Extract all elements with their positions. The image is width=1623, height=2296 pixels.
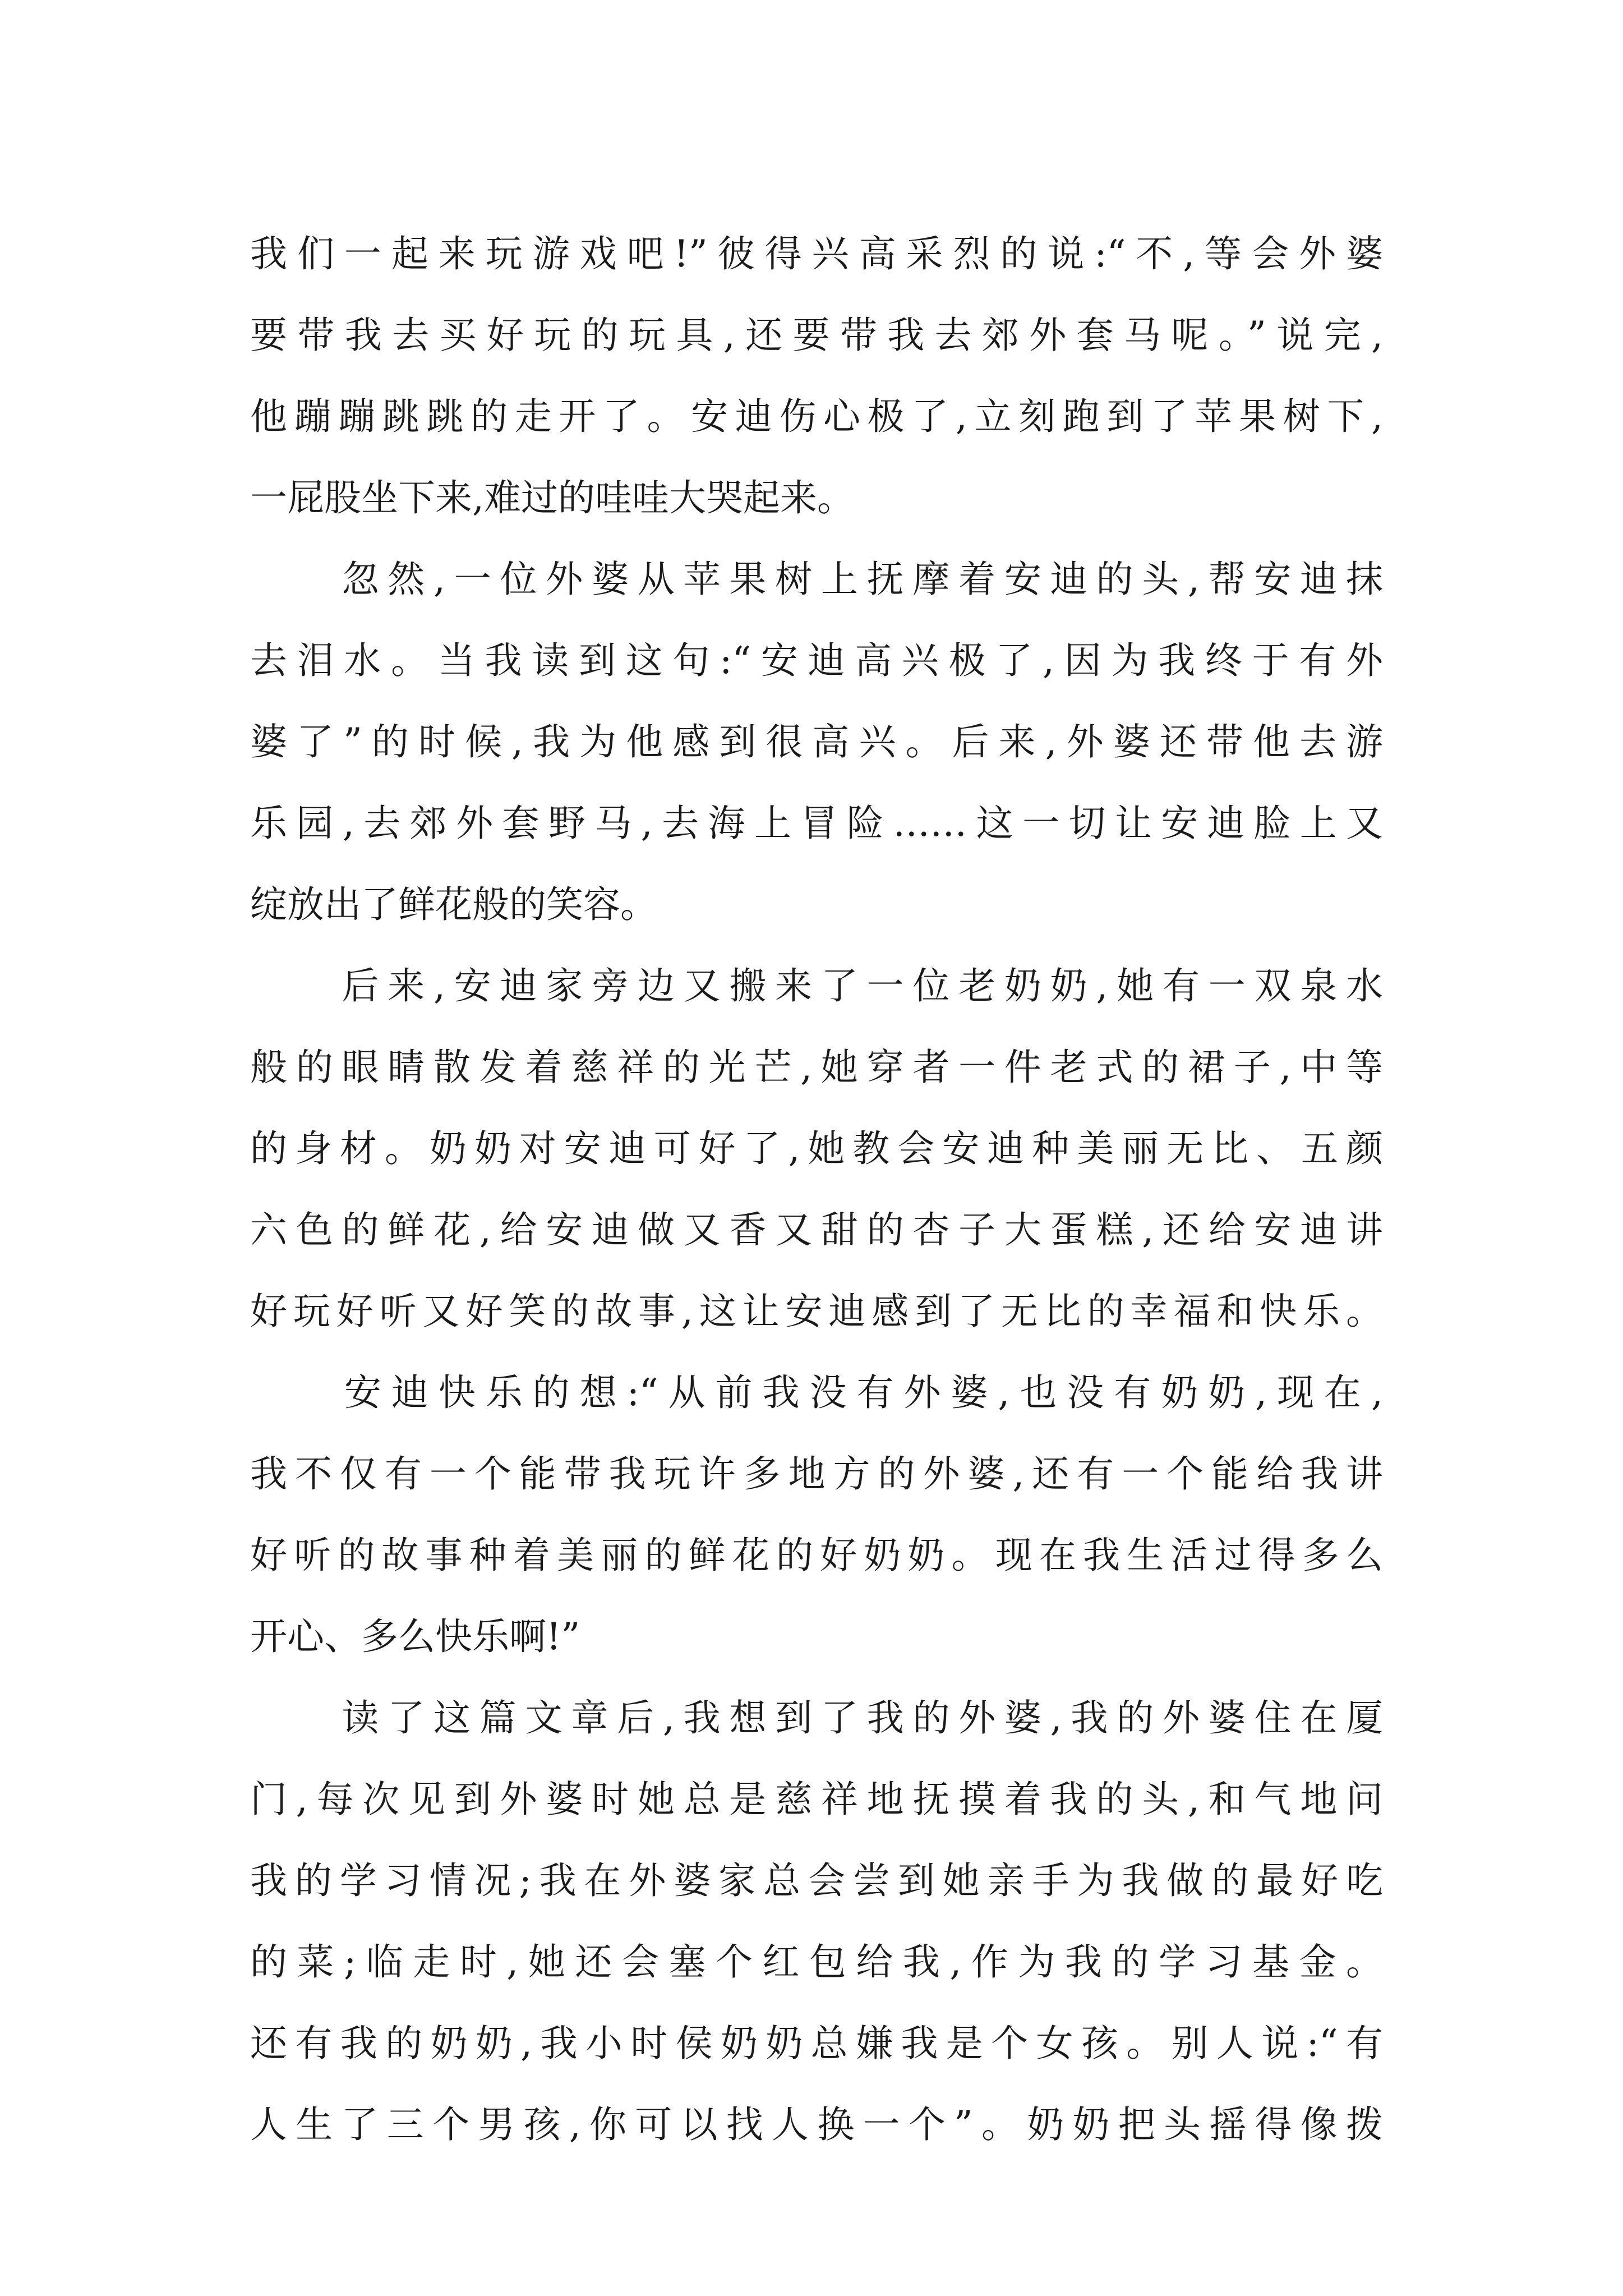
- text-line: 人生了三个男孩,你可以找人换一个”。奶奶把头摇得像拨: [250, 2103, 1383, 2146]
- text-line: 门,每次见到外婆时她总是慈祥地抚摸着我的头,和气地问: [250, 1778, 1383, 1821]
- text-line: 要带我去买好玩的玩具,还要带我去郊外套马呢。”说完,: [250, 314, 1383, 357]
- body-text: [250, 213, 1383, 2165]
- text-line: 去泪水。当我读到这句:“安迪高兴极了,因为我终于有外: [250, 639, 1383, 682]
- text-line: 绽放出了鲜花般的笑容。: [250, 883, 657, 926]
- text-line: 般的眼睛散发着慈祥的光芒,她穿者一件老式的裙子,中等: [250, 1046, 1383, 1089]
- text-line: 我们一起来玩游戏吧!”彼得兴高采烈的说:“不,等会外婆: [250, 232, 1383, 275]
- text-line: 忽然,一位外婆从苹果树上抚摩着安迪的头,帮安迪抹: [250, 558, 1383, 601]
- text-line: 婆了”的时候,我为他感到很高兴。后来,外婆还带他去游: [250, 720, 1383, 763]
- text-line: 开心、多么快乐啊!”: [250, 1615, 580, 1658]
- text-line: 一屁股坐下来,难过的哇哇大哭起来。: [250, 476, 854, 519]
- text-line: 后来,安迪家旁边又搬来了一位老奶奶,她有一双泉水: [250, 964, 1383, 1007]
- text-line: 他蹦蹦跳跳的走开了。安迪伤心极了,立刻跑到了苹果树下,: [250, 395, 1383, 438]
- text-line: 的身材。奶奶对安迪可好了,她教会安迪种美丽无比、五颜: [250, 1127, 1383, 1170]
- text-line: 乐园,去郊外套野马,去海上冒险……这一切让安迪脸上又: [250, 802, 1383, 845]
- text-line: 读了这篇文章后,我想到了我的外婆,我的外婆住在厦: [250, 1696, 1383, 1740]
- text-line: 安迪快乐的想:“从前我没有外婆,也没有奶奶,现在,: [250, 1371, 1383, 1414]
- text-line: 我的学习情况;我在外婆家总会尝到她亲手为我做的最好吃: [250, 1859, 1383, 1902]
- text-line: 还有我的奶奶,我小时侯奶奶总嫌我是个女孩。别人说:“有: [250, 2022, 1383, 2065]
- text-line: 的菜;临走时,她还会塞个红包给我,作为我的学习基金。: [250, 1940, 1383, 1984]
- text-line: 好听的故事种着美丽的鲜花的好奶奶。现在我生活过得多么: [250, 1534, 1383, 1577]
- text-line: 我不仅有一个能带我玩许多地方的外婆,还有一个能给我讲: [250, 1452, 1383, 1496]
- text-line: 六色的鲜花,给安迪做又香又甜的杏子大蛋糕,还给安迪讲: [250, 1208, 1383, 1251]
- text-line: 好玩好听又好笑的故事,这让安迪感到了无比的幸福和快乐。: [250, 1290, 1383, 1333]
